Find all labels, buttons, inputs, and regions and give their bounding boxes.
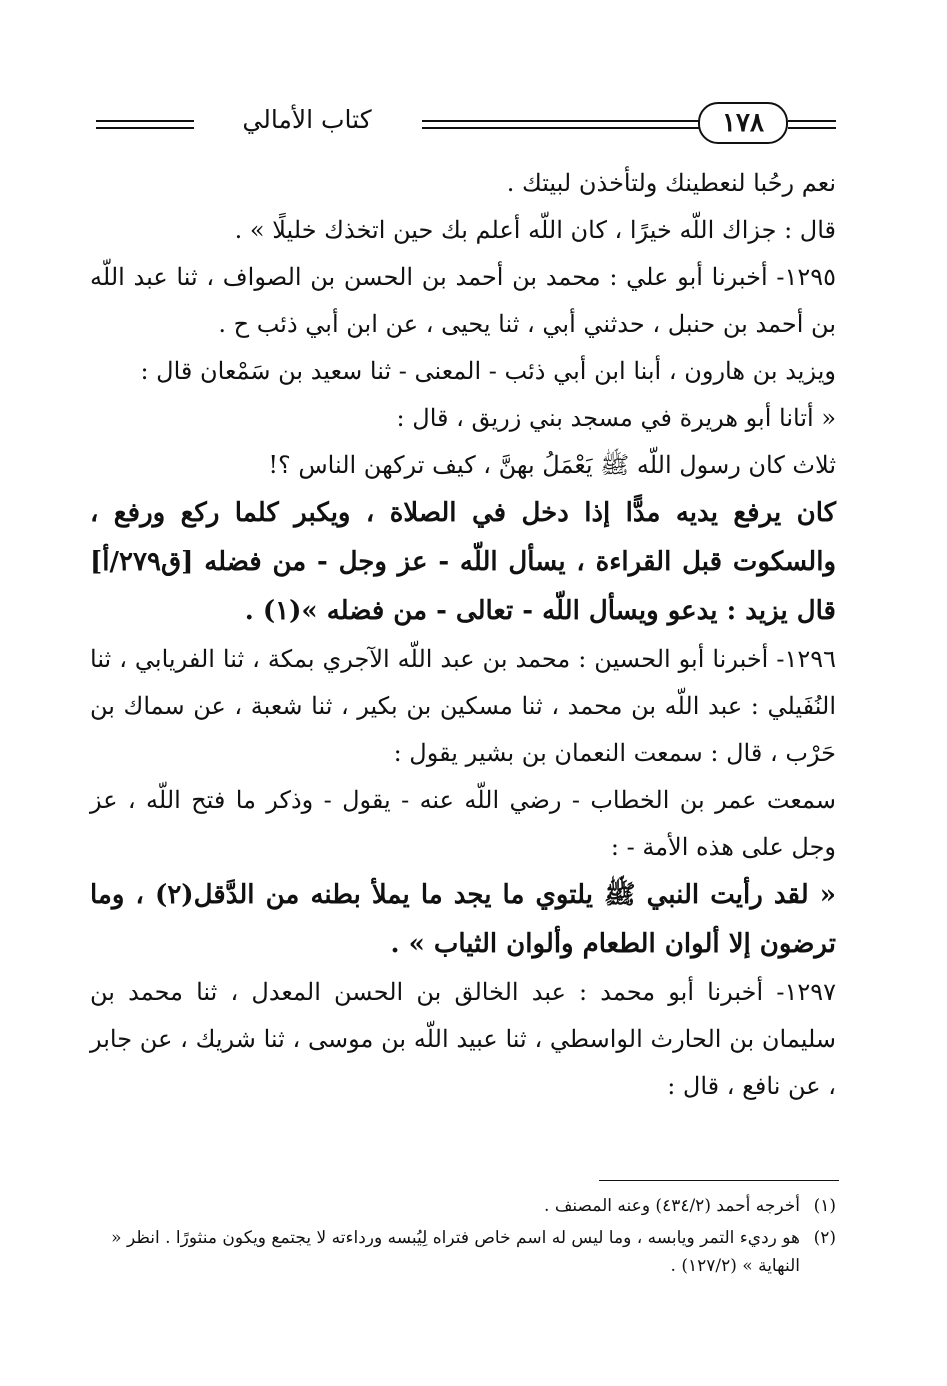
hadith-1297-isnad: ١٢٩٧- أخبرنا أبو محمد : عبد الخالق بن الحسن المعدل ، ثنا محمد بن سليمان بن الحارث الواسطي ، ثنا عبيد اللّه بن موسى ، ثنا شريك ، عن جابر ، عن نافع ، قال : xyxy=(90,978,836,1100)
footnote-separator xyxy=(599,1180,839,1181)
header-rule-right xyxy=(788,120,836,129)
paragraph: سمعت عمر بن الخطاب - رضي اللّه عنه - يقول - وذكر ما فتح اللّه ، عز وجل على هذه الأمة - : xyxy=(90,786,836,861)
footnote-text: هو رديء التمر ويابسه ، وما ليس له اسم خاص فتراه لِيُبسه ورداءته لا يجتمع ويكون منثورًا . انظر « النهاية » (١٢٧/٢) . xyxy=(111,1228,800,1276)
footnote xyxy=(90,1192,836,1220)
paragraph: ثلاث كان رسول اللّه ﷺ يَعْمَلُ بهنَّ ، كيف تركهن الناس ؟! xyxy=(268,451,836,479)
header-rule-left xyxy=(96,120,194,129)
footnotes xyxy=(90,1192,836,1284)
book-title: كتاب الأمالي xyxy=(242,105,372,134)
footnote-mark: (١) xyxy=(813,1196,836,1216)
hadith-matn: كان يرفع يديه مدًّا إذا دخل في الصلاة ، ويكبر كلما ركع ورفع ، والسكوت قبل القراءة ، يسأل اللّه - عز وجل - من فضله [ق٢٧٩/أ] قال يزيد : يدعو ويسأل اللّه - تعالى - من فضله »(١) . xyxy=(90,498,836,626)
footnote xyxy=(90,1224,836,1280)
hadith-matn: « لقد رأيت النبي ﷺ يلتوي ما يجد ما يملأ بطنه من الدَّقل(٢) ، وما ترضون إلا ألوان الطعام وألوان الثياب » . xyxy=(90,880,836,959)
hadith-1296-isnad: ١٢٩٦- أخبرنا أبو الحسين : محمد بن عبد اللّه الآجري بمكة ، ثنا الفريابي ، ثنا النُفَيلي : عبد اللّه بن محمد ، ثنا مسكين بن بكير ، ثنا شعبة ، عن سماك بن حَرْب ، قال : سمعت النعمان بن بشير يقول : xyxy=(90,645,836,767)
page-header xyxy=(96,98,836,142)
header-rule-middle xyxy=(422,120,700,129)
footnote-text: أخرجه أحمد (٤٣٤/٢) وعنه المصنف . xyxy=(544,1196,800,1216)
paragraph: « أتانا أبو هريرة في مسجد بني زريق ، قال : xyxy=(396,404,836,432)
page-number: ١٧٨ xyxy=(698,102,788,144)
main-text xyxy=(90,160,836,1110)
paragraph: نعم رحُبا لنعطينك ولتأخذن لبيتك . xyxy=(506,169,836,197)
footnote-mark: (٢) xyxy=(813,1228,836,1248)
paragraph: قال : جزاك اللّه خيرًا ، كان اللّه أعلم بك حين اتخذك خليلًا » . xyxy=(234,216,836,244)
paragraph: ويزيد بن هارون ، أبنا ابن أبي ذئب - المعنى - ثنا سعيد بن سَمْعان قال : xyxy=(140,357,836,385)
hadith-1295-isnad: ١٢٩٥- أخبرنا أبو علي : محمد بن أحمد بن الحسن بن الصواف ، ثنا عبد اللّه بن أحمد بن حنبل ، حدثني أبي ، ثنا يحيى ، عن ابن أبي ذئب ح . xyxy=(90,263,837,338)
